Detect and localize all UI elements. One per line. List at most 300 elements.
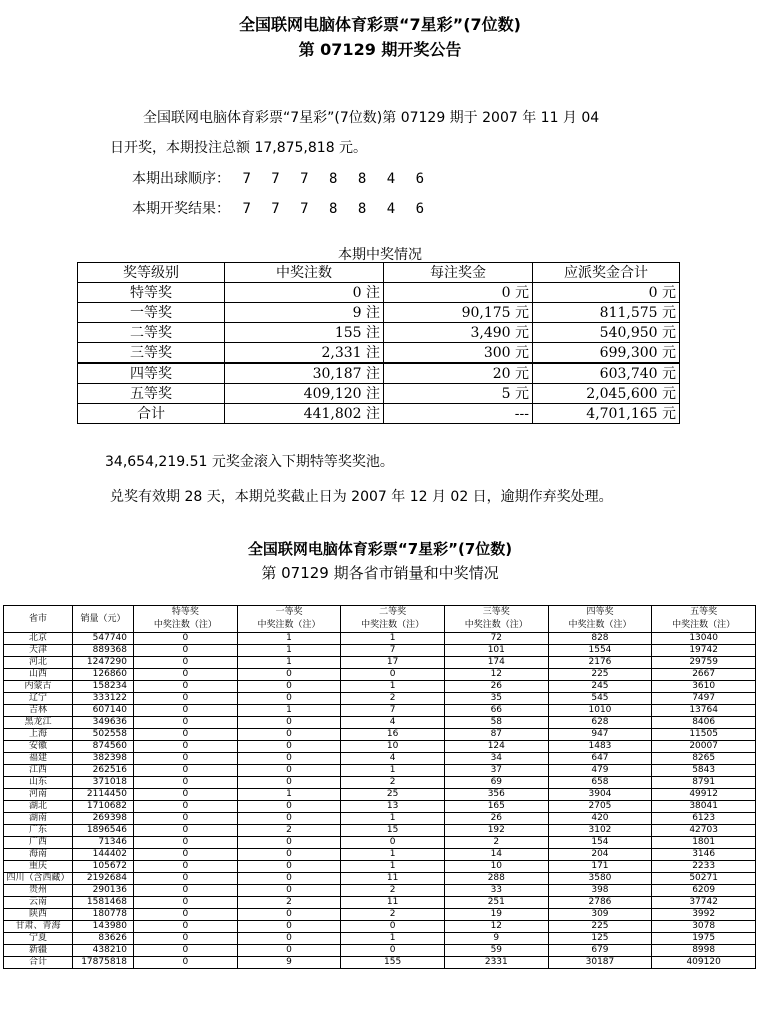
header-level: 四等奖 中奖注数（注） — [548, 606, 652, 633]
winner-count: 10 — [341, 741, 445, 753]
winner-count: 13764 — [652, 705, 756, 717]
winner-count: 9 — [237, 957, 341, 969]
province-sales: 1247290 — [73, 657, 134, 669]
winner-count: 2 — [444, 837, 548, 849]
table-row — [4, 921, 756, 933]
province-name: 上海 — [4, 729, 73, 741]
province-sales: 180778 — [73, 909, 134, 921]
draw-result-row — [132, 198, 430, 218]
winner-count: 0 — [134, 837, 238, 849]
winner-count: 72 — [444, 633, 548, 645]
winner-count: 42703 — [652, 825, 756, 837]
winner-count: 4 — [341, 717, 445, 729]
winner-count: 3078 — [652, 921, 756, 933]
province-name: 山东 — [4, 777, 73, 789]
winner-count: 2 — [341, 693, 445, 705]
winner-count: 1 — [237, 633, 341, 645]
winner-count: 25 — [341, 789, 445, 801]
province-name: 海南 — [4, 849, 73, 861]
prize-count: 155 注 — [225, 323, 384, 343]
province-sales: 1896546 — [73, 825, 134, 837]
header-sales: 销量（元） — [73, 606, 134, 633]
table-row — [4, 693, 756, 705]
table-row — [4, 633, 756, 645]
prize-level: 四等奖 — [78, 363, 225, 384]
winner-count: 0 — [134, 861, 238, 873]
winner-count: 1 — [341, 861, 445, 873]
winner-count: 1 — [341, 849, 445, 861]
table-row — [4, 789, 756, 801]
winner-count: 0 — [134, 849, 238, 861]
winner-count: 1010 — [548, 705, 652, 717]
winner-count: 1 — [341, 813, 445, 825]
header-level: 一等奖 中奖注数（注） — [237, 606, 341, 633]
winner-count: 20007 — [652, 741, 756, 753]
winner-count: 1 — [237, 789, 341, 801]
table-row — [4, 669, 756, 681]
winner-count: 1 — [341, 681, 445, 693]
header-level: 特等奖 中奖注数（注） — [134, 606, 238, 633]
winner-count: 87 — [444, 729, 548, 741]
winner-count: 49912 — [652, 789, 756, 801]
winner-count: 10 — [444, 861, 548, 873]
province-name: 河南 — [4, 789, 73, 801]
winner-count: 33 — [444, 885, 548, 897]
winner-count: 0 — [237, 729, 341, 741]
province-name: 吉林 — [4, 705, 73, 717]
announcement-subtitle: 第 07129 期开奖公告 — [298, 40, 462, 59]
winner-count: 58 — [444, 717, 548, 729]
province-name: 宁夏 — [4, 933, 73, 945]
winner-count: 647 — [548, 753, 652, 765]
winner-count: 0 — [341, 921, 445, 933]
prize-per: 0 元 — [384, 283, 533, 303]
prize-count: 409,120 注 — [225, 384, 384, 404]
table-row — [4, 741, 756, 753]
province-name: 湖北 — [4, 801, 73, 813]
province-sales: 547740 — [73, 633, 134, 645]
winner-count: 26 — [444, 681, 548, 693]
validity-note: 兑奖有效期 28 天，本期兑奖截止日为 2007 年 12 月 02 日，逾期作弃奖处理。 — [110, 489, 613, 505]
prize-total: 811,575 元 — [533, 303, 680, 323]
winner-count: 0 — [134, 957, 238, 969]
table-row — [4, 849, 756, 861]
table-row — [4, 885, 756, 897]
winner-count: 6209 — [652, 885, 756, 897]
prize-row — [78, 323, 680, 343]
winner-count: 0 — [237, 837, 341, 849]
prize-total: 540,950 元 — [533, 323, 680, 343]
table-row — [4, 897, 756, 909]
province-sales: 144402 — [73, 849, 134, 861]
winner-count: 3580 — [548, 873, 652, 885]
winner-count: 398 — [548, 885, 652, 897]
winner-count: 12 — [444, 921, 548, 933]
winner-count: 658 — [548, 777, 652, 789]
winner-count: 0 — [341, 669, 445, 681]
winner-count: 1 — [237, 657, 341, 669]
draw-order-label: 本期出球顺序： — [132, 171, 230, 187]
winner-count: 59 — [444, 945, 548, 957]
header-count: 中奖注数 — [225, 263, 384, 283]
prize-row — [78, 363, 680, 384]
province-sales: 71346 — [73, 837, 134, 849]
winner-count: 0 — [237, 885, 341, 897]
winner-count: 0 — [134, 693, 238, 705]
prize-level: 合计 — [78, 404, 225, 424]
winner-count: 0 — [237, 693, 341, 705]
province-name: 甘肃、青海 — [4, 921, 73, 933]
winner-count: 12 — [444, 669, 548, 681]
winner-count: 0 — [134, 897, 238, 909]
winner-count: 1483 — [548, 741, 652, 753]
table-row — [4, 777, 756, 789]
province-name: 重庆 — [4, 861, 73, 873]
province-sales: 262516 — [73, 765, 134, 777]
winner-count: 628 — [548, 717, 652, 729]
winner-count: 50271 — [652, 873, 756, 885]
table-row — [4, 861, 756, 873]
winner-count: 0 — [237, 849, 341, 861]
header-per: 每注奖金 — [384, 263, 533, 283]
winner-count: 17 — [341, 657, 445, 669]
winner-count: 0 — [134, 657, 238, 669]
province-name: 河北 — [4, 657, 73, 669]
winner-count: 2 — [237, 897, 341, 909]
winner-count: 192 — [444, 825, 548, 837]
winner-count: 204 — [548, 849, 652, 861]
winner-count: 2 — [341, 909, 445, 921]
winner-count: 13 — [341, 801, 445, 813]
header-level: 五等奖 中奖注数（注） — [652, 606, 756, 633]
table-row — [4, 801, 756, 813]
winner-count: 0 — [237, 669, 341, 681]
province-name: 广西 — [4, 837, 73, 849]
winner-count: 37 — [444, 765, 548, 777]
winner-count: 0 — [237, 909, 341, 921]
winner-count: 251 — [444, 897, 548, 909]
intro-line-1: 全国联网电脑体育彩票“7星彩”(7位数)第 07129 期于 2007 年 11 月 04 — [143, 110, 600, 126]
prize-table-header — [78, 263, 680, 283]
prize-count: 0 注 — [225, 283, 384, 303]
winner-count: 1 — [237, 705, 341, 717]
winner-count: 0 — [134, 777, 238, 789]
winner-count: 0 — [237, 717, 341, 729]
province-name: 新疆 — [4, 945, 73, 957]
province-name: 广东 — [4, 825, 73, 837]
winner-count: 38041 — [652, 801, 756, 813]
province-name: 陕西 — [4, 909, 73, 921]
winner-count: 11505 — [652, 729, 756, 741]
table-row — [4, 933, 756, 945]
province-total-row — [4, 957, 756, 969]
winner-count: 125 — [548, 933, 652, 945]
winner-count: 0 — [134, 909, 238, 921]
winner-count: 35 — [444, 693, 548, 705]
header-level: 二等奖 中奖注数（注） — [341, 606, 445, 633]
announcement-title: 全国联网电脑体育彩票“7星彩”(7位数) — [239, 15, 521, 34]
table-row — [4, 945, 756, 957]
winner-count: 2667 — [652, 669, 756, 681]
prize-per: 300 元 — [384, 343, 533, 364]
province-name: 湖南 — [4, 813, 73, 825]
winner-count: 7 — [341, 645, 445, 657]
header-province: 省市 — [4, 606, 73, 633]
draw-result-label: 本期开奖结果： — [132, 201, 230, 217]
prize-level: 五等奖 — [78, 384, 225, 404]
winner-count: 8406 — [652, 717, 756, 729]
winner-count: 165 — [444, 801, 548, 813]
table-row — [4, 765, 756, 777]
winner-count: 9 — [444, 933, 548, 945]
winner-count: 3904 — [548, 789, 652, 801]
winner-count: 3610 — [652, 681, 756, 693]
province-title: 全国联网电脑体育彩票“7星彩”(7位数) — [247, 540, 513, 558]
winner-count: 0 — [237, 813, 341, 825]
winner-count: 0 — [134, 765, 238, 777]
winner-count: 8998 — [652, 945, 756, 957]
table-row — [4, 753, 756, 765]
province-name: 合计 — [4, 957, 73, 969]
prize-total: 699,300 元 — [533, 343, 680, 364]
draw-order-value: 7 7 7 8 8 4 6 — [242, 171, 431, 187]
province-name: 贵州 — [4, 885, 73, 897]
prize-per: 90,175 元 — [384, 303, 533, 323]
winner-count: 2233 — [652, 861, 756, 873]
province-sales: 105672 — [73, 861, 134, 873]
winner-count: 0 — [134, 873, 238, 885]
winner-count: 0 — [134, 801, 238, 813]
winner-count: 0 — [237, 753, 341, 765]
winner-count: 0 — [134, 945, 238, 957]
winner-count: 2176 — [548, 657, 652, 669]
winner-count: 0 — [134, 705, 238, 717]
province-sales: 2114450 — [73, 789, 134, 801]
prize-level: 三等奖 — [78, 343, 225, 364]
prize-per: 20 元 — [384, 363, 533, 384]
province-sales: 1581468 — [73, 897, 134, 909]
table-row — [4, 681, 756, 693]
prize-row — [78, 343, 680, 364]
winner-count: 69 — [444, 777, 548, 789]
prize-per: 3,490 元 — [384, 323, 533, 343]
table-row — [4, 645, 756, 657]
province-name: 福建 — [4, 753, 73, 765]
winner-count: 409120 — [652, 957, 756, 969]
winner-count: 225 — [548, 669, 652, 681]
province-sales: 1710682 — [73, 801, 134, 813]
winner-count: 2331 — [444, 957, 548, 969]
province-sales: 126860 — [73, 669, 134, 681]
prize-count: 441,802 注 — [225, 404, 384, 424]
province-name: 四川（含西藏） — [4, 873, 73, 885]
province-sales: 17875818 — [73, 957, 134, 969]
winner-count: 3146 — [652, 849, 756, 861]
winner-count: 0 — [134, 921, 238, 933]
province-sales: 607140 — [73, 705, 134, 717]
winner-count: 11 — [341, 873, 445, 885]
winner-count: 1 — [341, 633, 445, 645]
rollover-note: 34,654,219.51 元奖金滚入下期特等奖奖池。 — [105, 454, 394, 470]
prize-table — [77, 262, 680, 424]
table-row — [4, 813, 756, 825]
province-name: 内蒙古 — [4, 681, 73, 693]
header-level: 三等奖 中奖注数（注） — [444, 606, 548, 633]
province-sales: 143980 — [73, 921, 134, 933]
province-name: 江西 — [4, 765, 73, 777]
winner-count: 0 — [237, 681, 341, 693]
winner-count: 0 — [134, 645, 238, 657]
winner-count: 37742 — [652, 897, 756, 909]
winner-count: 101 — [444, 645, 548, 657]
intro-line-2: 日开奖，本期投注总额 17,875,818 元。 — [110, 140, 368, 156]
winner-count: 1 — [341, 933, 445, 945]
prize-count: 2,331 注 — [225, 343, 384, 364]
winner-count: 0 — [134, 717, 238, 729]
winner-count: 0 — [134, 885, 238, 897]
province-table — [3, 605, 756, 969]
winner-count: 4 — [341, 753, 445, 765]
prize-level: 特等奖 — [78, 283, 225, 303]
province-name: 云南 — [4, 897, 73, 909]
prize-row — [78, 303, 680, 323]
province-sales: 290136 — [73, 885, 134, 897]
province-name: 北京 — [4, 633, 73, 645]
winner-count: 0 — [237, 861, 341, 873]
winner-count: 0 — [237, 801, 341, 813]
winner-count: 1801 — [652, 837, 756, 849]
winner-count: 2 — [341, 777, 445, 789]
winner-count: 154 — [548, 837, 652, 849]
winner-count: 0 — [237, 945, 341, 957]
header-total: 应派奖金合计 — [533, 263, 680, 283]
table-row — [4, 909, 756, 921]
winner-count: 309 — [548, 909, 652, 921]
winner-count: 947 — [548, 729, 652, 741]
winner-count: 174 — [444, 657, 548, 669]
province-sales: 438210 — [73, 945, 134, 957]
province-name: 黑龙江 — [4, 717, 73, 729]
winner-count: 0 — [134, 933, 238, 945]
prize-total: 0 元 — [533, 283, 680, 303]
winner-count: 14 — [444, 849, 548, 861]
winner-count: 11 — [341, 897, 445, 909]
draw-result-value: 7 7 7 8 8 4 6 — [242, 201, 431, 217]
draw-order-row — [132, 168, 430, 188]
winner-count: 3992 — [652, 909, 756, 921]
winner-count: 171 — [548, 861, 652, 873]
winner-count: 0 — [237, 765, 341, 777]
winner-count: 0 — [341, 945, 445, 957]
province-sales: 158234 — [73, 681, 134, 693]
province-sales: 269398 — [73, 813, 134, 825]
winner-count: 124 — [444, 741, 548, 753]
winner-count: 0 — [237, 777, 341, 789]
winner-count: 356 — [444, 789, 548, 801]
winner-count: 19742 — [652, 645, 756, 657]
winner-count: 66 — [444, 705, 548, 717]
province-sales: 83626 — [73, 933, 134, 945]
province-sales: 502558 — [73, 729, 134, 741]
winner-count: 0 — [341, 837, 445, 849]
winner-count: 0 — [134, 633, 238, 645]
winner-count: 828 — [548, 633, 652, 645]
winner-count: 545 — [548, 693, 652, 705]
winner-count: 225 — [548, 921, 652, 933]
winner-count: 5843 — [652, 765, 756, 777]
winner-count: 420 — [548, 813, 652, 825]
prize-table-title: 本期中奖情况 — [338, 247, 422, 263]
winner-count: 0 — [237, 933, 341, 945]
table-row — [4, 717, 756, 729]
prize-total-row — [78, 404, 680, 424]
prize-count: 9 注 — [225, 303, 384, 323]
winner-count: 1554 — [548, 645, 652, 657]
province-sales: 333122 — [73, 693, 134, 705]
winner-count: 0 — [237, 741, 341, 753]
winner-count: 7497 — [652, 693, 756, 705]
winner-count: 6123 — [652, 813, 756, 825]
table-row — [4, 729, 756, 741]
header-level: 奖等级别 — [78, 263, 225, 283]
winner-count: 0 — [237, 921, 341, 933]
winner-count: 8265 — [652, 753, 756, 765]
province-sales: 889368 — [73, 645, 134, 657]
winner-count: 8791 — [652, 777, 756, 789]
winner-count: 2786 — [548, 897, 652, 909]
prize-level: 二等奖 — [78, 323, 225, 343]
province-table-header — [4, 606, 756, 633]
winner-count: 155 — [341, 957, 445, 969]
prize-level: 一等奖 — [78, 303, 225, 323]
province-name: 安徽 — [4, 741, 73, 753]
winner-count: 245 — [548, 681, 652, 693]
table-row — [4, 825, 756, 837]
province-sales: 349636 — [73, 717, 134, 729]
table-row — [4, 705, 756, 717]
prize-per: 5 元 — [384, 384, 533, 404]
province-sales: 2192684 — [73, 873, 134, 885]
winner-count: 26 — [444, 813, 548, 825]
winner-count: 1975 — [652, 933, 756, 945]
winner-count: 30187 — [548, 957, 652, 969]
winner-count: 16 — [341, 729, 445, 741]
winner-count: 0 — [237, 873, 341, 885]
prize-total: 4,701,165 元 — [533, 404, 680, 424]
winner-count: 0 — [134, 825, 238, 837]
winner-count: 7 — [341, 705, 445, 717]
table-row — [4, 657, 756, 669]
province-name: 山西 — [4, 669, 73, 681]
winner-count: 19 — [444, 909, 548, 921]
winner-count: 1 — [237, 645, 341, 657]
winner-count: 288 — [444, 873, 548, 885]
table-row — [4, 873, 756, 885]
winner-count: 479 — [548, 765, 652, 777]
province-sales: 874560 — [73, 741, 134, 753]
prize-count: 30,187 注 — [225, 363, 384, 384]
winner-count: 0 — [134, 753, 238, 765]
winner-count: 34 — [444, 753, 548, 765]
prize-row — [78, 283, 680, 303]
winner-count: 0 — [134, 789, 238, 801]
winner-count: 29759 — [652, 657, 756, 669]
winner-count: 2 — [341, 885, 445, 897]
winner-count: 13040 — [652, 633, 756, 645]
winner-count: 679 — [548, 945, 652, 957]
winner-count: 1 — [341, 765, 445, 777]
province-name: 辽宁 — [4, 693, 73, 705]
